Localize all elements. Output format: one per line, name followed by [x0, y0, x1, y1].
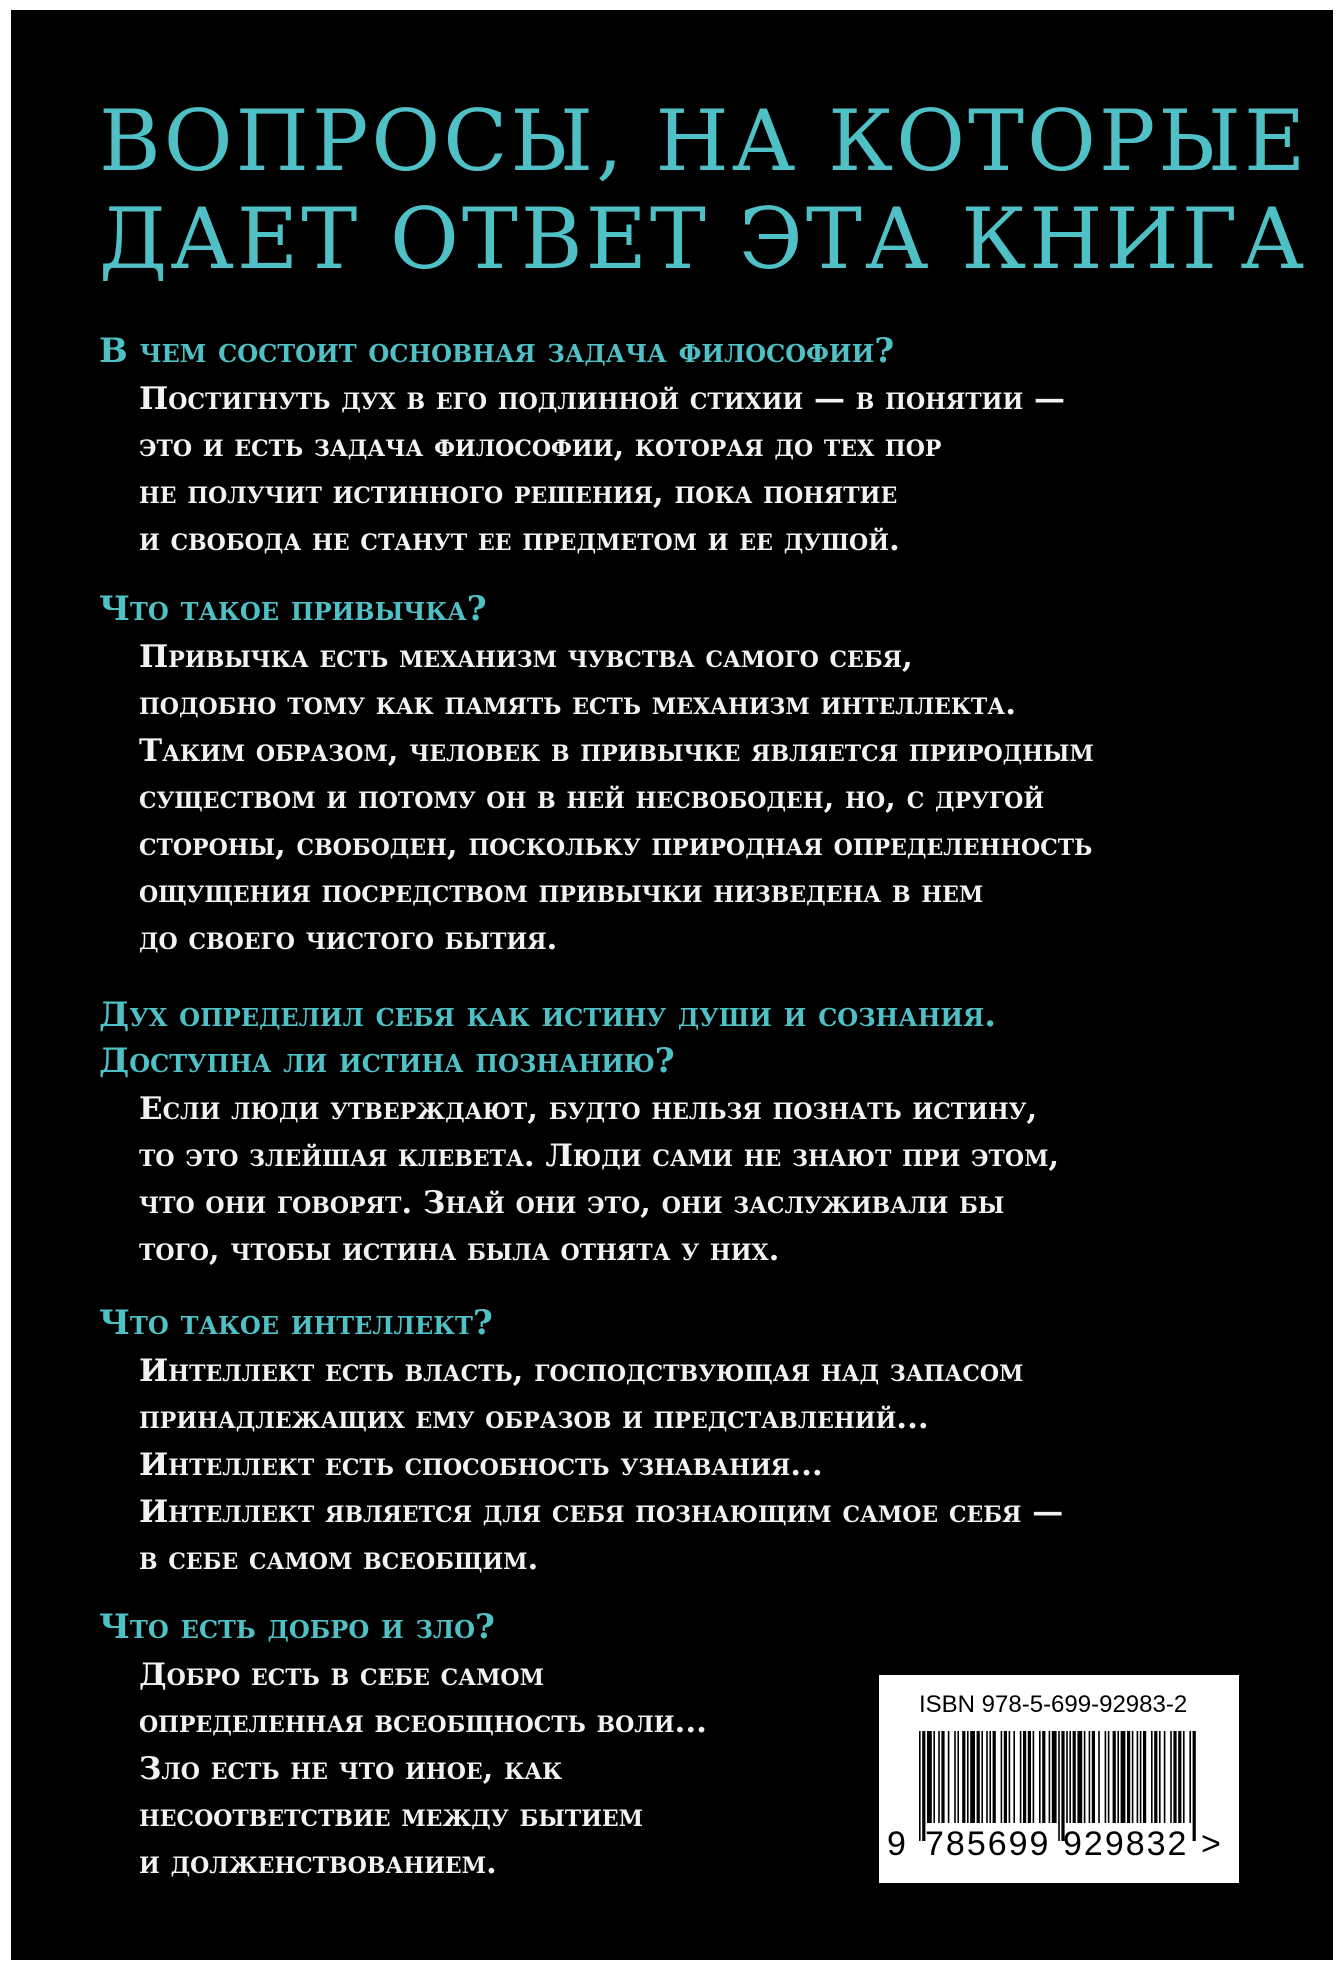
- isbn-label: ISBN 978-5-699-92983-2: [919, 1691, 1188, 1718]
- barcode-bar: [962, 1731, 965, 1823]
- barcode-bar: [1140, 1731, 1142, 1823]
- answer-line: Если люди утверждают, будто нельзя познать истину,: [139, 1091, 1038, 1127]
- qa-section-intellect: [99, 1300, 1299, 1583]
- answer-text: [139, 1348, 1299, 1583]
- barcode-bar: [1117, 1731, 1119, 1823]
- barcode-bar: [1137, 1731, 1139, 1823]
- cover-title: [99, 92, 1309, 288]
- barcode-bar: [933, 1731, 935, 1823]
- answer-line: принадлежащих ему образов и представлений...: [139, 1400, 929, 1436]
- ean-group-right: 929832: [1063, 1825, 1189, 1863]
- barcode-bar: [1154, 1731, 1157, 1823]
- barcode-bar: [1105, 1731, 1107, 1823]
- question-line: Что есть добро и зло?: [99, 1607, 495, 1647]
- ean-group-left: 785699: [925, 1825, 1051, 1863]
- barcode-bar: [1178, 1731, 1181, 1823]
- barcode-bar: [957, 1731, 959, 1823]
- barcode-bar: [1132, 1731, 1134, 1823]
- barcode-bar: [1023, 1731, 1026, 1823]
- barcode-bar: [986, 1731, 988, 1823]
- question-line: Что такое привычка?: [99, 589, 487, 629]
- answer-line: что они говорят. Знай они это, они заслуживали бы: [139, 1185, 1005, 1221]
- barcode-bar: [1069, 1731, 1071, 1823]
- ean-arrow: >: [1201, 1825, 1223, 1863]
- question-heading: [99, 1300, 1299, 1346]
- answer-line: Зло есть не что иное, как: [139, 1751, 563, 1787]
- question-heading: [99, 1604, 1299, 1650]
- answer-line: Интеллект является для себя познающим самое себя —: [139, 1494, 1064, 1530]
- answer-line: подобно тому как память есть механизм интеллекта.: [139, 686, 1017, 722]
- answer-line: Привычка есть механизм чувства самого себя,: [139, 639, 913, 675]
- barcode-bar: [1092, 1731, 1095, 1823]
- barcode-bar: [1183, 1731, 1185, 1823]
- answer-line: Интеллект есть власть, господствующая над запасом: [139, 1353, 1024, 1389]
- barcode-bar: [1077, 1731, 1082, 1823]
- barcode-bar: [1164, 1731, 1166, 1823]
- barcode-bar: [919, 1731, 921, 1841]
- barcode-bar: [1009, 1731, 1011, 1823]
- qa-section-truth: [99, 992, 1299, 1274]
- barcode-bar: [977, 1731, 980, 1823]
- barcode-bar: [941, 1731, 944, 1823]
- barcode-bar: [1013, 1731, 1015, 1823]
- barcode-bar: [948, 1731, 950, 1823]
- answer-line: это и есть задача философии, которая до тех пор: [139, 428, 942, 464]
- answer-line: и свобода не станут ее предметом и ее душой.: [139, 522, 900, 558]
- cover-title-line: ВОПРОСЫ, НА КОТОРЫЕ: [99, 92, 1309, 190]
- barcode-bar: [967, 1731, 969, 1823]
- answer-line: Постигнуть дух в его подлинной стихии — в понятии —: [139, 381, 1066, 417]
- answer-line: до своего чистого бытия.: [139, 921, 558, 957]
- barcode-bar: [1073, 1731, 1076, 1823]
- answer-line: и долженствованием.: [139, 1845, 497, 1881]
- answer-line: Таким образом, человек в привычке является природным: [139, 733, 1094, 769]
- question-line: Доступна ли истина познанию?: [99, 1041, 675, 1081]
- answer-line: не получит истинного решения, пока понятие: [139, 475, 898, 511]
- barcode-bar: [1004, 1731, 1007, 1823]
- answer-line: Добро есть в себе самом: [139, 1657, 544, 1693]
- barcode-bar: [1113, 1731, 1116, 1823]
- barcode-bar: [938, 1731, 940, 1823]
- answer-line: то это злейшая клевета. Люди сами не знают при этом,: [139, 1138, 1060, 1174]
- barcode-bar: [927, 1731, 932, 1823]
- question-heading: [99, 328, 1299, 374]
- barcode-bar: [1001, 1731, 1003, 1823]
- barcode-bar: [1170, 1731, 1172, 1823]
- barcode-bar: [1028, 1731, 1031, 1823]
- answer-line: стороны, свободен, поскольку природная определенность: [139, 827, 1093, 863]
- barcode-bar: [1121, 1731, 1126, 1823]
- barcode-bar: [1020, 1731, 1022, 1823]
- answer-line: определенная всеобщность воли...: [139, 1704, 707, 1740]
- qa-section-habit: [99, 586, 1299, 963]
- answer-text: [139, 376, 1299, 564]
- barcode-bar: [1143, 1731, 1146, 1823]
- book-back-cover: [11, 10, 1333, 1960]
- qa-section-philosophy: [99, 328, 1299, 564]
- answer-line: в себе самом всеобщим.: [139, 1541, 539, 1577]
- answer-line: ощущения посредством привычки низведена в нем: [139, 874, 984, 910]
- answer-text: [139, 1086, 1299, 1274]
- answer-text: [139, 634, 1299, 963]
- barcode-bar: [954, 1731, 956, 1823]
- cover-title-line: ДАЕТ ОТВЕТ ЭТА КНИГА: [99, 190, 1307, 288]
- barcode-bar: [993, 1731, 996, 1823]
- barcode-bar: [1108, 1731, 1110, 1823]
- question-line: В чем состоит основная задача философии?: [99, 331, 895, 371]
- barcode-bar: [1084, 1731, 1086, 1823]
- question-heading: [99, 992, 1299, 1084]
- barcode-bar: [1049, 1731, 1051, 1823]
- barcode-bar: [1089, 1731, 1091, 1823]
- barcode-bar: [1052, 1731, 1057, 1823]
- question-line: Дух определил себя как истину души и сознания.: [99, 995, 997, 1035]
- barcode-bar: [1033, 1731, 1035, 1823]
- barcode-bar: [1151, 1731, 1153, 1823]
- barcode-bar: [1189, 1731, 1191, 1823]
- question-heading: [99, 586, 1299, 632]
- barcode-bar: [970, 1731, 975, 1823]
- barcode-bar: [1058, 1731, 1060, 1841]
- answer-line: Интеллект есть способность узнавания...: [139, 1447, 823, 1483]
- barcode-bar: [1193, 1731, 1196, 1841]
- barcode-bar: [989, 1731, 991, 1823]
- answer-line: того, чтобы истина была отнята у них.: [139, 1232, 780, 1268]
- answer-line: несоответствие между бытием: [139, 1798, 644, 1834]
- ean-first-digit: 9: [887, 1825, 908, 1863]
- barcode-bar: [1159, 1731, 1161, 1823]
- barcode-bar: [1039, 1731, 1041, 1823]
- question-line: Что такое интеллект?: [99, 1303, 493, 1343]
- barcode-bar: [981, 1731, 983, 1823]
- barcode-bar: [1127, 1731, 1130, 1823]
- isbn-barcode-block: [879, 1675, 1239, 1883]
- answer-line: существом и потому он в ней несвободен, но, с другой: [139, 780, 1045, 816]
- barcode-bar: [1042, 1731, 1045, 1823]
- barcode-bar: [1173, 1731, 1176, 1823]
- barcode-bar: [1098, 1731, 1100, 1823]
- barcode-bar: [1066, 1731, 1068, 1823]
